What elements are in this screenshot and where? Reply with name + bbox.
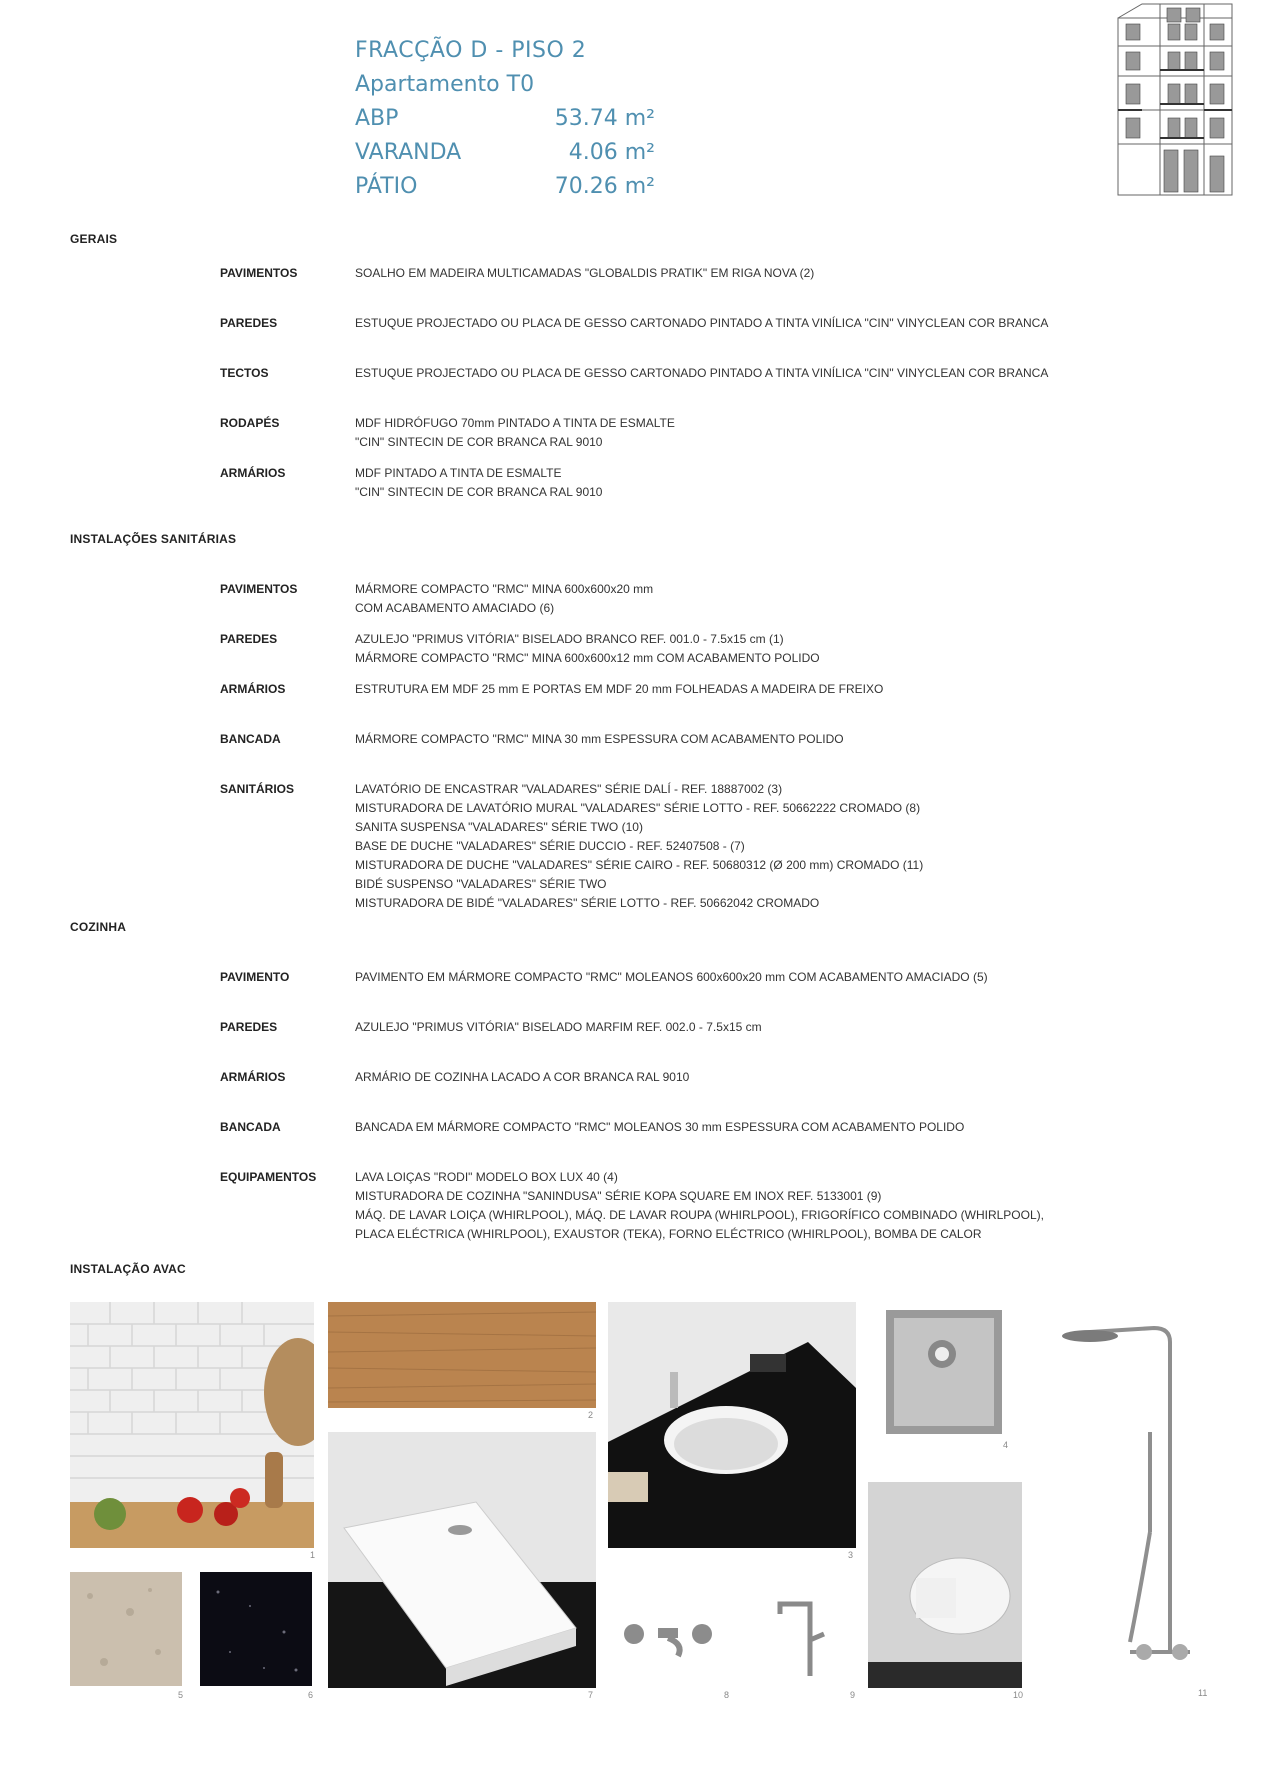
section-title-avac: INSTALAÇÃO AVAC: [70, 1262, 186, 1276]
photo-shower-column: [1050, 1322, 1198, 1672]
area-value: 4.06 m²: [568, 140, 655, 165]
spec-label: BANCADA: [220, 732, 281, 746]
area-label: ABP: [355, 106, 399, 131]
photo-number: 4: [1003, 1440, 1009, 1450]
photo-white-tiles: [70, 1302, 314, 1548]
area-label: VARANDA: [355, 140, 462, 165]
photo-number: 9: [850, 1690, 856, 1700]
spec-text: AZULEJO "PRIMUS VITÓRIA" BISELADO BRANCO REF. 001.0 - 7.5x15 cm (1) MÁRMORE COMPACTO "RMC" MINA 600x600x12 mm COM ACABAMENTO POLIDO: [355, 632, 820, 665]
photo-moleanos-marble: [70, 1572, 182, 1686]
photo-wall-basin-mixer: [612, 1590, 724, 1670]
area-row-patio: [355, 170, 655, 204]
photo-inox-sink: [882, 1302, 1006, 1438]
area-row-abp: [355, 102, 655, 136]
photo-number: 5: [178, 1690, 184, 1700]
photo-number: 3: [848, 1550, 854, 1560]
photo-mina-black-marble: [200, 1572, 312, 1686]
spec-label: BANCADA: [220, 1120, 281, 1134]
spec-text: MÁRMORE COMPACTO "RMC" MINA 600x600x20 mm COM ACABAMENTO AMACIADO (6): [355, 582, 654, 615]
photo-number: 8: [724, 1690, 730, 1700]
spec-label: PAVIMENTOS: [220, 582, 298, 596]
section-title-cozinha: COZINHA: [70, 920, 127, 934]
spec-text: ESTUQUE PROJECTADO OU PLACA DE GESSO CARTONADO PINTADO A TINTA VINÍLICA "CIN" VINYCLEAN COR BRANCA: [355, 366, 1049, 380]
spec-text: AZULEJO "PRIMUS VITÓRIA" BISELADO MARFIM REF. 002.0 - 7.5x15 cm: [355, 1020, 762, 1034]
spec-label: PAVIMENTO: [220, 970, 290, 984]
photo-number: 6: [308, 1690, 314, 1700]
photo-number: 7: [588, 1690, 594, 1700]
unit-title: FRACÇÃO D - PISO 2: [355, 38, 587, 63]
spec-label: SANITÁRIOS: [220, 782, 295, 796]
photo-wall-hung-toilet: [868, 1482, 1022, 1688]
photo-shower-tray: [328, 1432, 596, 1688]
spec-text: SOALHO EM MADEIRA MULTICAMADAS "GLOBALDIS PRATIK" EM RIGA NOVA (2): [355, 266, 815, 280]
spec-label: PAVIMENTOS: [220, 266, 298, 280]
unit-subtitle: Apartamento T0: [355, 72, 535, 97]
spec-text: LAVA LOIÇAS "RODI" MODELO BOX LUX 40 (4) MISTURADORA DE COZINHA "SANINDUSA" SÉRIE KOPA SQUARE EM INOX REF. 5133001 (9) MÁQ. DE LAVAR LOIÇA (WHIRLPOOL), MÁQ. DE LAVAR ROUPA (WHIRLPOOL), FRIGORÍFICO COMBINADO (WHIRLPOOL), PLACA ELÉCTRICA (WHIRLPOOL), EXAUSTOR (TEKA), FORNO ELÉCTRICO (WHIRLPOOL), BOMBA DE CALOR: [355, 1170, 1044, 1241]
photo-number: 11: [1198, 1688, 1208, 1698]
spec-label: PAREDES: [220, 316, 278, 330]
spec-text: MDF HIDRÓFUGO 70mm PINTADO A TINTA DE ESMALTE "CIN" SINTECIN DE COR BRANCA RAL 9010: [355, 416, 675, 449]
spec-text: MÁRMORE COMPACTO "RMC" MINA 30 mm ESPESSURA COM ACABAMENTO POLIDO: [355, 732, 844, 746]
photo-black-vanity-sink: [608, 1302, 856, 1548]
photo-number: 10: [1013, 1690, 1024, 1700]
spec-text: ESTRUTURA EM MDF 25 mm E PORTAS EM MDF 20 mm FOLHEADAS A MADEIRA DE FREIXO: [355, 682, 884, 696]
spec-label: ARMÁRIOS: [220, 466, 286, 480]
spec-label: PAREDES: [220, 1020, 278, 1034]
building-facade-drawing: [1112, 0, 1240, 198]
spec-text: ARMÁRIO DE COZINHA LACADO A COR BRANCA RAL 9010: [355, 1070, 690, 1084]
spec-text: BANCADA EM MÁRMORE COMPACTO "RMC" MOLEANOS 30 mm ESPESSURA COM ACABAMENTO POLIDO: [355, 1120, 965, 1134]
header-block: [355, 34, 655, 204]
spec-label: TECTOS: [220, 366, 269, 380]
photo-number: 1: [310, 1550, 316, 1560]
area-value: 53.74 m²: [554, 106, 655, 131]
area-row-varanda: [355, 136, 655, 170]
spec-label: EQUIPAMENTOS: [220, 1170, 317, 1184]
spec-label: ARMÁRIOS: [220, 1070, 286, 1084]
spec-text: ESTUQUE PROJECTADO OU PLACA DE GESSO CARTONADO PINTADO A TINTA VINÍLICA "CIN" VINYCLEAN COR BRANCA: [355, 316, 1049, 330]
spec-text: MDF PINTADO A TINTA DE ESMALTE "CIN" SINTECIN DE COR BRANCA RAL 9010: [355, 466, 603, 499]
spec-label: RODAPÉS: [220, 416, 280, 430]
photo-kitchen-mixer: [762, 1580, 858, 1680]
spec-text: LAVATÓRIO DE ENCASTRAR "VALADARES" SÉRIE DALÍ - REF. 18887002 (3) MISTURADORA DE LAVATÓRIO MURAL "VALADARES" SÉRIE LOTTO - REF. 50662222 CROMADO (8) SANITA SUSPENSA "VALADARES" SÉRIE TWO (10) BASE DE DUCHE "VALADARES" SÉRIE DUCCIO - REF. 52407508 - (7) MISTURADORA DE DUCHE "VALADARES" SÉRIE CAIRO - REF. 50680312 (Ø 200 mm) CROMADO (11) BIDÉ SUSPENSO "VALADARES" SÉRIE TWO MISTURADORA DE BIDÉ "VALADARES" SÉRIE LOTTO - REF. 50662042 CROMADO: [355, 782, 924, 910]
spec-text: PAVIMENTO EM MÁRMORE COMPACTO "RMC" MOLEANOS 600x600x20 mm COM ACABAMENTO AMACIADO (5): [355, 970, 988, 984]
section-title-gerais: GERAIS: [70, 232, 118, 246]
photo-wood-floor: [328, 1302, 596, 1408]
photo-number: 2: [588, 1410, 594, 1420]
area-label: PÁTIO: [355, 174, 418, 199]
spec-label: PAREDES: [220, 632, 278, 646]
spec-label: ARMÁRIOS: [220, 682, 286, 696]
area-value: 70.26 m²: [554, 174, 655, 199]
section-title-sanitarias: INSTALAÇÕES SANITÁRIAS: [70, 532, 237, 546]
